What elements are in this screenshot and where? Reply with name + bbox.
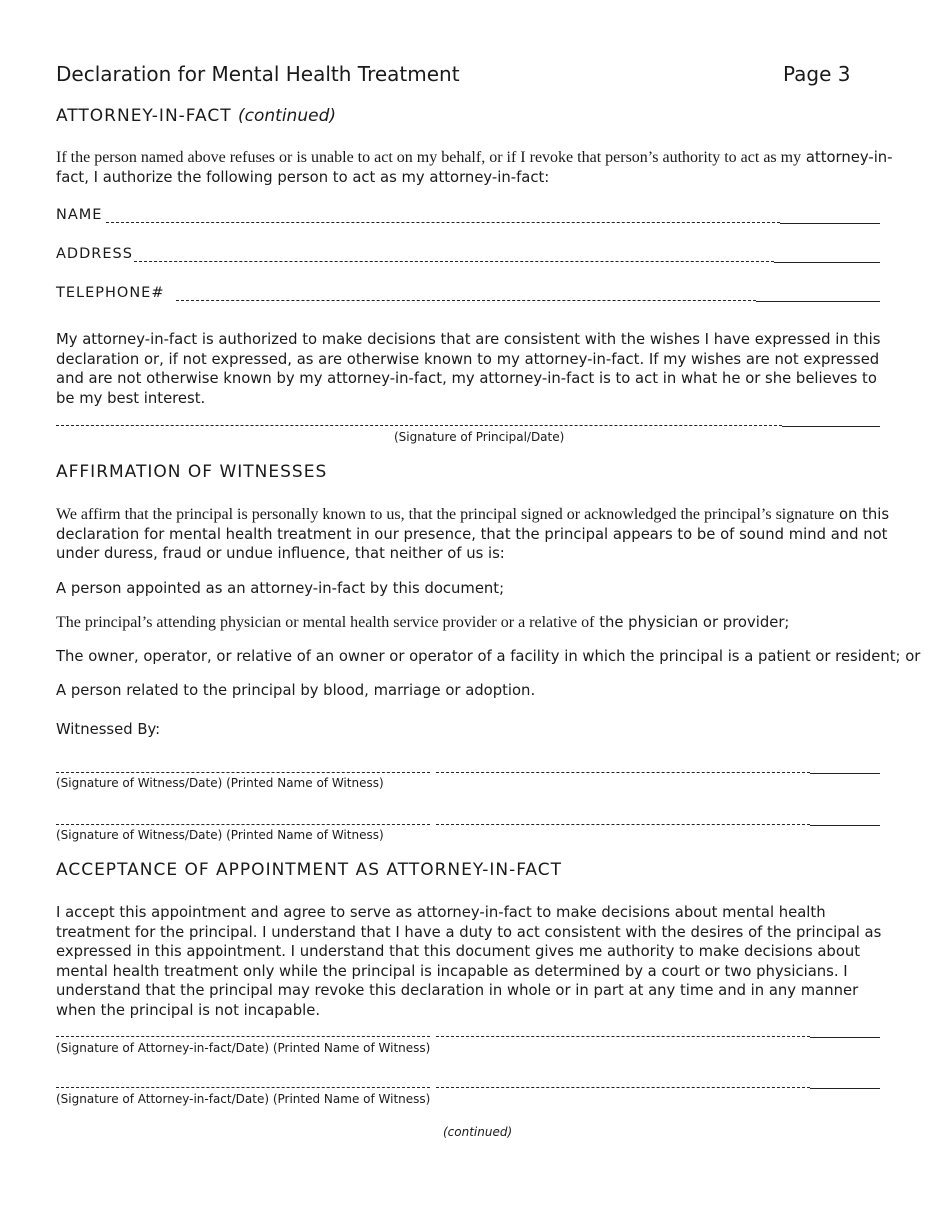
- attorney-heading-text: ATTORNEY-IN-FACT: [56, 106, 232, 126]
- list-item: A person related to the principal by blood, marriage or adoption.: [56, 682, 536, 699]
- attorney-2-line-end: [810, 1088, 880, 1089]
- attorney-1-signature-line[interactable]: [56, 1036, 430, 1037]
- attorney-heading-suffix: (continued): [238, 106, 336, 126]
- list-item-rest: the physician or provider;: [599, 614, 790, 631]
- authority-paragraph: My attorney-in-fact is authorized to make decisions that are consistent with the wishes I have expressed in this declaration or, if not expressed, as are otherwise known to my attorney-in-fact. If my wishes are not expressed and are not otherwise known by my attorney-in-fact, my attorney-in-fact is to act in what he or she believes to be my best interest.: [56, 331, 881, 407]
- document-title: Declaration for Mental Health Treatment: [56, 62, 460, 86]
- telephone-label: TELEPHONE#: [56, 285, 165, 301]
- attorney-1-line-end: [810, 1037, 880, 1038]
- witness-2-caption: (Signature of Witness/Date) (Printed Name of Witness): [56, 828, 384, 842]
- list-item-serif: The principal’s attending physician or mental health service provider or a relative of: [56, 614, 595, 631]
- name-label: NAME: [56, 207, 103, 223]
- list-item: A person appointed as an attorney-in-fact by this document;: [56, 580, 505, 597]
- witness-1-line-end: [810, 773, 880, 774]
- alternate-attorney-intro-serif: If the person named above refuses or is unable to act on my behalf, or if I revoke that person’s authority to act as my: [56, 149, 802, 166]
- name-input-line[interactable]: [106, 222, 780, 223]
- witness-1-caption: (Signature of Witness/Date) (Printed Name of Witness): [56, 776, 384, 790]
- attorney-2-signature-line[interactable]: [56, 1087, 430, 1088]
- section-heading-attorney: [56, 106, 336, 126]
- witness-1-signature-line[interactable]: [56, 772, 430, 773]
- witness-affirmation-paragraph: [56, 505, 896, 564]
- attorney-1-caption: (Signature of Attorney-in-fact/Date) (Printed Name of Witness): [56, 1041, 431, 1055]
- witness-2-signature-line[interactable]: [56, 824, 430, 825]
- section-heading-witnesses: AFFIRMATION OF WITNESSES: [56, 462, 328, 482]
- telephone-input-line-end: [756, 301, 880, 302]
- attorney-2-printed-name-line[interactable]: [436, 1087, 810, 1088]
- acceptance-paragraph: I accept this appointment and agree to serve as attorney-in-fact to make decisions about mental health treatment for the principal. I understand that I have a duty to act consistent with the desires of the principal as expressed in this appointment. I understand that this document gives me authority to make decisions about mental health treatment only while the principal is incapable as determined by a court or two physicians. I understand that the principal may revoke this declaration in whole or in part at any time and in any manner when the principal is not incapable.: [56, 904, 882, 1019]
- alternate-attorney-intro-rest: attorney-in-fact, I authorize the following person to act as my attorney-in-fact:: [56, 149, 893, 186]
- attorney-2-caption: (Signature of Attorney-in-fact/Date) (Printed Name of Witness): [56, 1092, 431, 1106]
- principal-signature-line-end: [782, 426, 880, 427]
- address-input-line[interactable]: [134, 261, 774, 262]
- name-input-line-end: [780, 223, 880, 224]
- witness-affirmation-serif: We affirm that the principal is personally known to us, that the principal signed or acknowledged the principal’s signature: [56, 506, 835, 523]
- address-input-line-end: [774, 262, 880, 263]
- list-item: The owner, operator, or relative of an owner or operator of a facility in which the principal is a patient or resident; or: [56, 648, 921, 665]
- attorney-1-printed-name-line[interactable]: [436, 1036, 810, 1037]
- witness-1-printed-name-line[interactable]: [436, 772, 810, 773]
- witness-2-printed-name-line[interactable]: [436, 824, 810, 825]
- witnessed-by-label: Witnessed By:: [56, 721, 161, 738]
- page-number: Page 3: [783, 62, 851, 86]
- continued-footer: (continued): [443, 1125, 513, 1139]
- witness-affirmation-rest: on this declaration for mental health treatment in our presence, that the principal appears to be of sound mind and not under duress, fraud or undue influence, that neither of us is:: [56, 506, 890, 562]
- telephone-input-line[interactable]: [176, 300, 756, 301]
- section-heading-acceptance: ACCEPTANCE OF APPOINTMENT AS ATTORNEY-IN-FACT: [56, 860, 563, 880]
- alternate-attorney-intro: [56, 148, 896, 187]
- list-item: [56, 614, 789, 632]
- address-label: ADDRESS: [56, 246, 133, 262]
- principal-signature-caption: (Signature of Principal/Date): [394, 430, 565, 444]
- witness-2-line-end: [810, 825, 880, 826]
- principal-signature-line[interactable]: [56, 425, 782, 426]
